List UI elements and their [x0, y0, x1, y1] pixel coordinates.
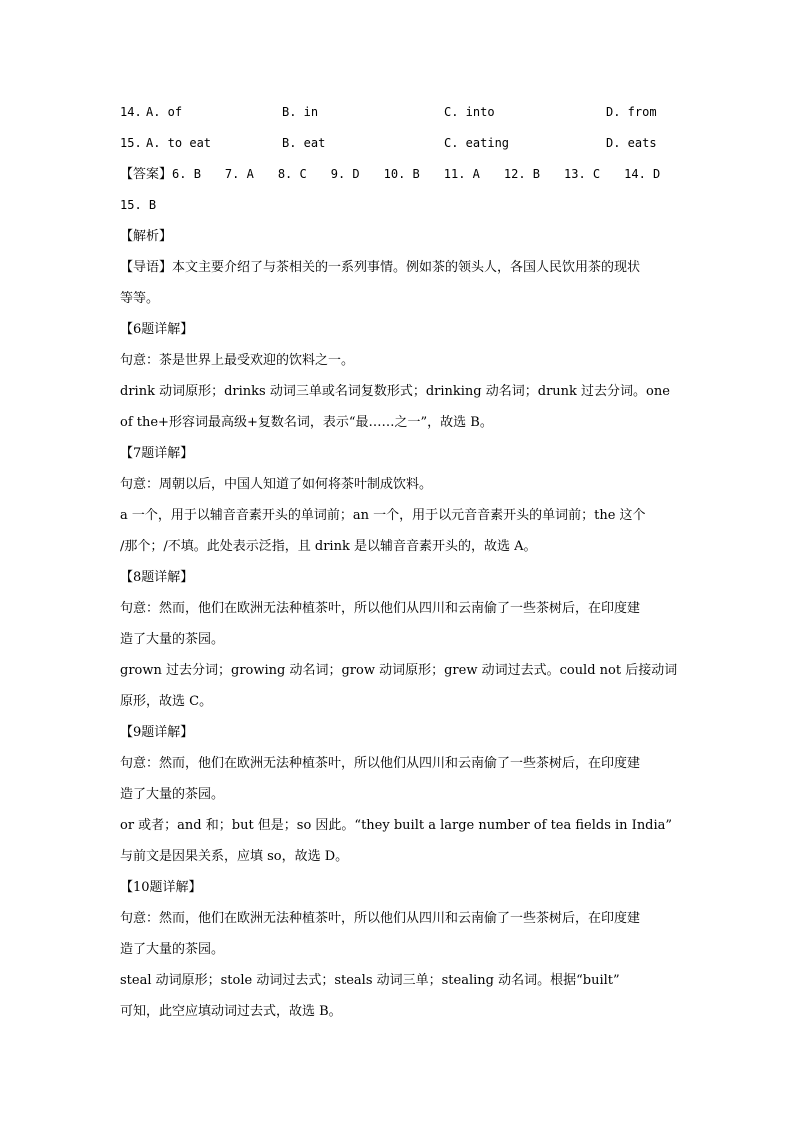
q9-explanation: or 或者；and 和；but 但是；so 因此。“they built a large number of tea fields in India” — [120, 818, 673, 833]
option-d: D. from — [606, 105, 657, 119]
answer-item: 7. A — [224, 167, 254, 181]
q8-explanation: grown 过去分词；growing 动名词；grow 动词原形；grew 动词过去式。could not 后接动词 — [120, 663, 678, 678]
answer-item-last: 15. B — [120, 198, 157, 212]
q9-heading: 【9题详解】 — [120, 725, 194, 740]
option-a: A. to eat — [146, 136, 212, 150]
question-number: 14. — [120, 105, 142, 119]
q6-meaning: 句意：茶是世界上最受欢迎的饮料之一。 — [120, 353, 355, 368]
q7-meaning: 句意：周朝以后，中国人知道了如何将茶叶制成饮料。 — [120, 477, 433, 492]
intro-text: 等等。 — [120, 291, 160, 306]
q8-meaning: 造了大量的茶园。 — [120, 632, 225, 647]
q7-heading: 【7题详解】 — [120, 446, 194, 461]
q10-explanation: steal 动词原形；stole 动词过去式；steals 动词三单；stealing 动名词。根据“built” — [120, 973, 620, 988]
q10-heading: 【10题详解】 — [120, 880, 202, 895]
intro-text: 【导语】本文主要介绍了与茶相关的一系列事情。例如茶的领头人，各国人民饮用茶的现状 — [120, 260, 641, 275]
q9-meaning: 造了大量的茶园。 — [120, 787, 225, 802]
answer-item: 11. A — [443, 167, 480, 181]
option-b: B. eat — [282, 136, 326, 150]
answer-item: 8. C — [277, 167, 307, 181]
q8-heading: 【8题详解】 — [120, 570, 194, 585]
option-c: C. eating — [444, 136, 510, 150]
q9-explanation: 与前文是因果关系，应填 so，故选 D。 — [120, 849, 349, 864]
option-d: D. eats — [606, 136, 657, 150]
q6-heading: 【6题详解】 — [120, 322, 194, 337]
answer-label: 【答案】 — [120, 167, 173, 182]
answer-item: 6. B — [172, 167, 201, 181]
analysis-heading: 【解析】 — [120, 229, 173, 244]
answer-item: 9. D — [330, 167, 360, 181]
q8-meaning: 句意：然而，他们在欧洲无法种植茶叶，所以他们从四川和云南偷了一些茶树后，在印度建 — [120, 601, 641, 616]
question-14-options — [120, 102, 680, 133]
q6-explanation: of the+形容词最高级+复数名词，表示“最……之一”，故选 B。 — [120, 415, 493, 430]
question-15-options — [120, 133, 680, 164]
q10-meaning: 句意：然而，他们在欧洲无法种植茶叶，所以他们从四川和云南偷了一些茶树后，在印度建 — [120, 911, 641, 926]
answer-item: 13. C — [564, 167, 601, 181]
q10-explanation: 可知，此空应填动词过去式，故选 B。 — [120, 1004, 342, 1019]
q6-explanation: drink 动词原形；drinks 动词三单或名词复数形式；drinking 动名词；drunk 过去分词。one — [120, 384, 670, 399]
q7-explanation: a 一个，用于以辅音音素开头的单词前；an 一个，用于以元音音素开头的单词前；the 这个 — [120, 508, 646, 523]
page-content — [120, 102, 680, 1032]
option-b: B. in — [282, 105, 319, 119]
answer-item: 14. D — [624, 167, 661, 181]
option-a: A. of — [146, 105, 183, 119]
answer-item: 12. B — [503, 167, 541, 181]
answer-item: 10. B — [383, 167, 420, 181]
option-c: C. into — [444, 105, 495, 119]
q9-meaning: 句意：然而，他们在欧洲无法种植茶叶，所以他们从四川和云南偷了一些茶树后，在印度建 — [120, 756, 641, 771]
answer-key — [120, 164, 680, 195]
q8-explanation: 原形，故选 C。 — [120, 694, 213, 709]
q10-meaning: 造了大量的茶园。 — [120, 942, 225, 957]
question-number: 15. — [120, 136, 142, 150]
q7-explanation: /那个；/不填。此处表示泛指，且 drink 是以辅音音素开头的，故选 A。 — [120, 539, 537, 554]
